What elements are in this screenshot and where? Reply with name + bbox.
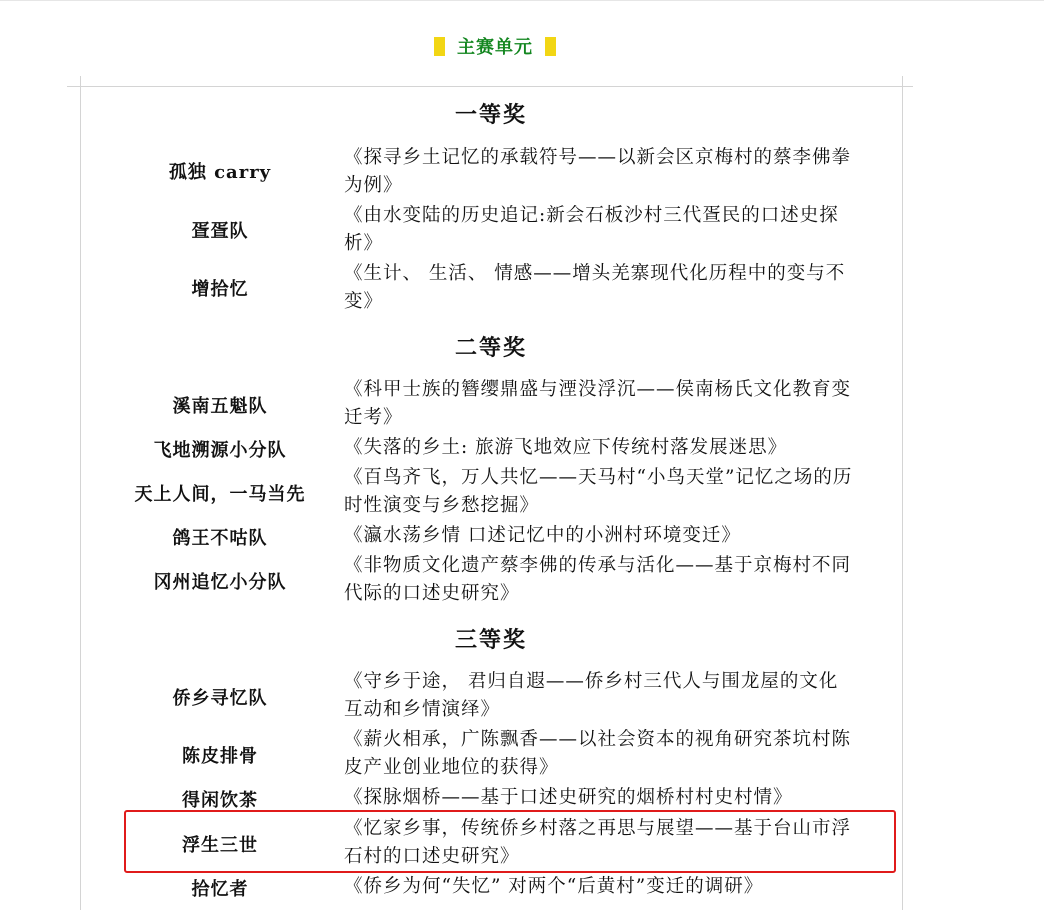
table-left-border [80,76,81,910]
work-title: 《非物质文化遗产蔡李佛的传承与活化——基于京梅村不同代际的口述史研究》 [344,555,852,604]
work-title: 《生计、 生活、 情感——增头羌寨现代化历程中的变与不变》 [344,263,846,312]
team-name: 浮生三世 [182,835,258,856]
team-name: 侨乡寻忆队 [172,688,268,709]
team-name: 天上人间，一马当先 [134,484,306,505]
work-title: 《探寻乡土记忆的承载符号——以新会区京梅村的蔡李佛拳为例》 [344,147,852,196]
team-name: 增拾忆 [191,279,249,300]
table-right-border [902,76,903,910]
team-name: 拾忆者 [191,879,249,900]
team-name: 溪南五魁队 [172,396,268,417]
work-title: 《瀛水荡乡情 口述记忆中的小洲村环境变迁》 [344,525,741,546]
work-title: 《探脉烟桥——基于口述史研究的烟桥村村史村情》 [344,787,793,808]
highlight-box [124,810,896,873]
table-top-border [67,86,913,87]
section-title: 主赛单元 [457,37,533,58]
award-heading-first: 一等奖 [454,102,527,128]
title-marker-left [434,37,445,56]
team-name: 孤独 carry [168,162,272,183]
work-title: 《失落的乡土: 旅游飞地效应下传统村落发展迷思》 [344,437,788,458]
team-name: 疍疍队 [191,221,249,242]
award-heading-third: 三等奖 [454,627,527,653]
title-marker-right [545,37,556,56]
team-name: 飞地溯源小分队 [153,440,287,461]
work-title: 《忆家乡事，传统侨乡村落之再思与展望——基于台山市浮石村的口述史研究》 [344,818,852,867]
work-title: 《薪火相承，广陈飘香——以社会资本的视角研究茶坑村陈皮产业创业地位的获得》 [344,729,852,778]
work-title: 《由水变陆的历史追记:新会石板沙村三代疍民的口述史探析》 [344,205,839,254]
work-title: 《科甲士族的簪缨鼎盛与湮没浮沉——侯南杨氏文化教育变迁考》 [344,379,852,428]
work-title: 《侨乡为何“失忆” 对两个“后黄村”变迁的调研》 [344,876,764,897]
work-title: 《守乡于途， 君归自遐——侨乡村三代人与围龙屋的文化互动和乡情演绎》 [344,671,839,720]
team-name: 冈州追忆小分队 [153,572,287,593]
section-header [0,28,990,64]
work-title: 《百鸟齐飞，万人共忆——天马村“小鸟天堂”记忆之场的历时性演变与乡愁挖掘》 [344,467,853,516]
award-heading-second: 二等奖 [454,335,527,361]
top-divider [0,0,1044,1]
team-name: 鸽王不咕队 [172,528,268,549]
team-name: 得闲饮茶 [182,790,258,811]
team-name: 陈皮排骨 [182,746,258,767]
